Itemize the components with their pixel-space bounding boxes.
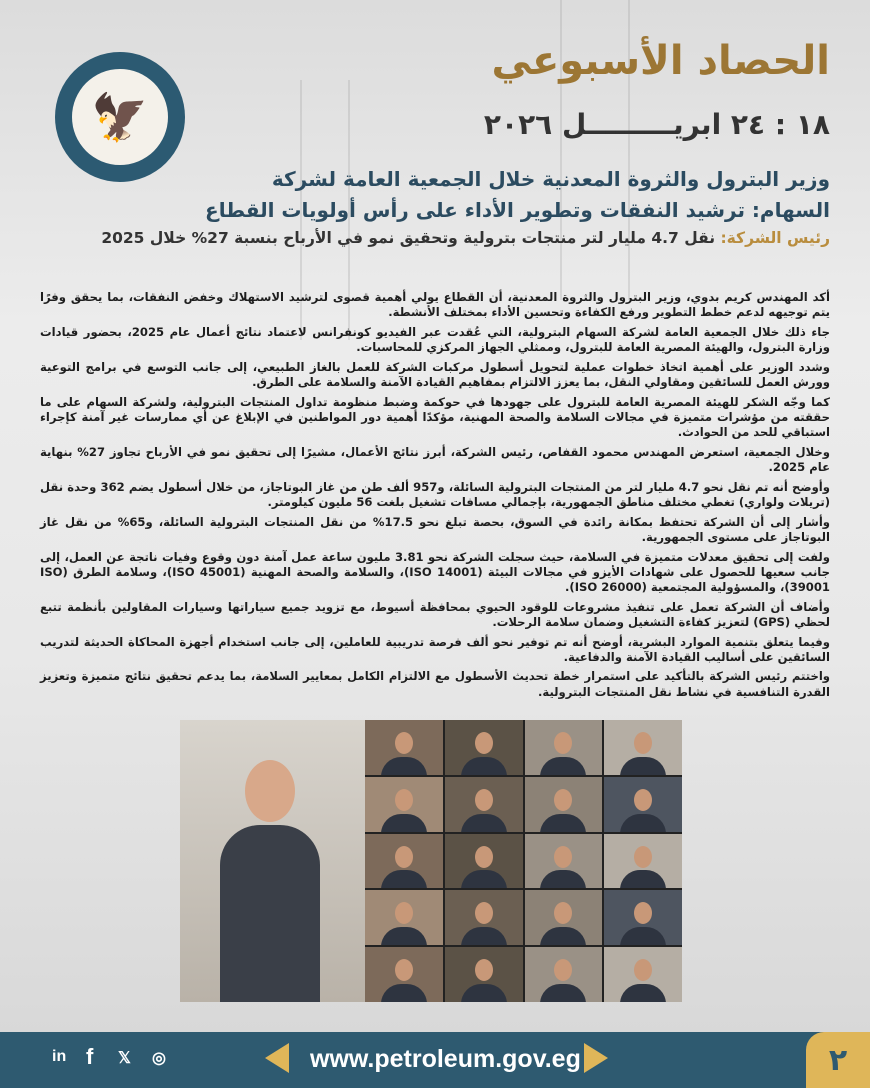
headline: وزير البترول والثروة المعدنية خلال الجمعية العامة لشركة السهام: ترشيد النفقات وتطوير الأداء على رأس أولويات القطاع bbox=[205, 167, 830, 222]
participant-video-tile bbox=[604, 720, 682, 775]
participant-video-tile bbox=[445, 947, 523, 1002]
participant-video-tile bbox=[604, 947, 682, 1002]
paragraph: وأضاف أن الشركة تعمل على تنفيذ مشروعات للوقود الحيوي بمحافظة أسيوط، مع تزويد جميع سياراتها وسيارات المقاولين بأنظمة تتبع لحظي (GPS) لتعزيز كفاءة التشغيل وضمان سلامة الرحلات. bbox=[40, 599, 830, 629]
paragraph: وخلال الجمعية، استعرض المهندس محمود القفاص، رئيس الشركة، أبرز نتائج الأعمال، مشيرًا إلى تحقيق نمو في الأرباح تجاوز 27% بنهاية عام 2025. bbox=[40, 444, 830, 475]
paragraph: أكد المهندس كريم بدوي، وزير البترول والثروة المعدنية، أن القطاع يولي أهمية قصوى لترشيد الاستهلاك وخفض النفقات، بما يحقق وفرًا يتم توجيهه لدعم خطط التطوير ورفع الكفاءة وتحسين الأداء بمختلف الأنشطة. bbox=[40, 290, 830, 320]
subtitle-text: نقل 4.7 مليار لتر منتجات بترولية وتحقيق نمو في الأرباح بنسبة 27% خلال 2025 bbox=[101, 229, 721, 247]
page-title: الحصاد الأسبوعي bbox=[491, 38, 830, 84]
article-body bbox=[40, 290, 830, 704]
instagram-icon[interactable]: ◎ bbox=[152, 1050, 166, 1067]
participant-video-tile bbox=[365, 777, 443, 832]
arrow-right-icon bbox=[584, 1043, 608, 1073]
paragraph: ولفت إلى تحقيق معدلات متميزة في السلامة، حيث سجلت الشركة نحو 3.81 مليون ساعة عمل آمنة دون وقوع وفيات ناتجة عن العمل، إلى جانب سعيها للحصول على شهادات الأيزو في مجالات البيئة (ISO 14001)، والسلامة والصحة المهنية (ISO 45001)، وسلامة الطرق (ISO 39001)، والمسؤولية المجتمعية (ISO 26000). bbox=[40, 549, 831, 594]
paragraph: كما وجّه الشكر للهيئة المصرية العامة للبترول على جهودها في حوكمة وضبط منظومة تداول المنتجات البترولية، ولشركة السهام على ما حققته من مؤشرات متميزة في مجالات السلامة والصحة المهنية، مؤكدًا أهمية دور المواطنين في الإبلاغ عن أي ممارسات غير آمنة كإجراء استباقي للحد من الحوادث. bbox=[40, 394, 830, 440]
page-number: ٢ bbox=[806, 1032, 870, 1088]
arrow-left-icon bbox=[265, 1043, 289, 1073]
website-link[interactable]: www.petroleum.gov.eg bbox=[310, 1045, 581, 1073]
participant-video-tile bbox=[445, 777, 523, 832]
subtitle bbox=[101, 229, 830, 247]
paragraph: وأوضح أنه تم نقل نحو 4.7 مليار لتر من المنتجات البترولية السائلة، و957 ألف طن من غاز البوتاجاز، من خلال أسطول يضم 362 وحدة نقل (تريلات ولواري) تغطي مختلف مناطق الجمهورية، بإجمالي مسافات تشغيل بلغت 56 مليون كيلومتر. bbox=[40, 479, 830, 509]
x-icon[interactable]: 𝕏 bbox=[118, 1050, 131, 1067]
participant-video-tile bbox=[365, 720, 443, 775]
paragraph: وأشار إلى أن الشركة تحتفظ بمكانة رائدة في السوق، بحصة تبلغ نحو 17.5% من نقل المنتجات البترولية السائلة، و65% من نقل غاز البوتاجاز على مستوى الجمهورية. bbox=[40, 514, 830, 544]
paragraph: وشدد الوزير على أهمية اتخاذ خطوات عملية لتحويل أسطول مركبات الشركة للعمل بالغاز الطبيعي، إلى جانب التوسع في برامج التوعية وورش العمل للسائقين ومقاولي النقل، بما يعزز الالتزام بمفاهيم القيادة الآمنة والسلامة على الطرق. bbox=[40, 359, 830, 390]
participant-video-tile bbox=[604, 777, 682, 832]
minister-photo bbox=[180, 720, 365, 1002]
participant-video-tile bbox=[365, 890, 443, 945]
participant-video-tile bbox=[525, 777, 603, 832]
participant-video-tile bbox=[445, 720, 523, 775]
ministry-logo bbox=[55, 52, 185, 182]
facebook-icon[interactable]: f bbox=[86, 1044, 94, 1069]
participant-video-tile bbox=[604, 834, 682, 889]
minister-figure bbox=[220, 760, 320, 1002]
subtitle-label: رئيس الشركة: bbox=[720, 229, 830, 247]
participant-video-tile bbox=[365, 947, 443, 1002]
participant-video-tile bbox=[365, 834, 443, 889]
participant-video-tile bbox=[604, 890, 682, 945]
paragraph: واختتم رئيس الشركة بالتأكيد على استمرار خطة تحديث الأسطول مع الالتزام الكامل بمعايير السلامة، بما يدعم تحقيق نتائج متميزة وتعزيز القدرة التنافسية في نشاط نقل المنتجات البترولية. bbox=[40, 669, 830, 699]
participant-video-tile bbox=[525, 720, 603, 775]
eagle-emblem-icon: 🦅 bbox=[72, 69, 168, 165]
video-conference-grid bbox=[365, 720, 682, 1002]
paragraph: وفيما يتعلق بتنمية الموارد البشرية، أوضح أنه تم توفير نحو ألف فرصة تدريبية للعاملين، إلى جانب استخدام أجهزة المحاكاة الحديثة لتدريب السائقين على أساليب القيادة الآمنة والدفاعية. bbox=[40, 634, 830, 664]
participant-video-tile bbox=[525, 890, 603, 945]
participant-video-tile bbox=[445, 834, 523, 889]
linkedin-icon[interactable]: in bbox=[52, 1048, 67, 1065]
participant-video-tile bbox=[525, 947, 603, 1002]
participant-video-tile bbox=[525, 834, 603, 889]
date-range: ١٨ : ٢٤ ابريـــــــــل ٢٠٢٦ bbox=[483, 108, 830, 141]
participant-video-tile bbox=[445, 890, 523, 945]
paragraph: جاء ذلك خلال الجمعية العامة لشركة السهام البترولية، التي عُقدت عبر الفيديو كونفرانس لاعتماد نتائج أعمال عام 2025، بحضور قيادات وزارة البترول، والهيئة المصرية العامة للبترول، وممثلي الجهاز المركزي للمحاسبات. bbox=[40, 324, 830, 355]
